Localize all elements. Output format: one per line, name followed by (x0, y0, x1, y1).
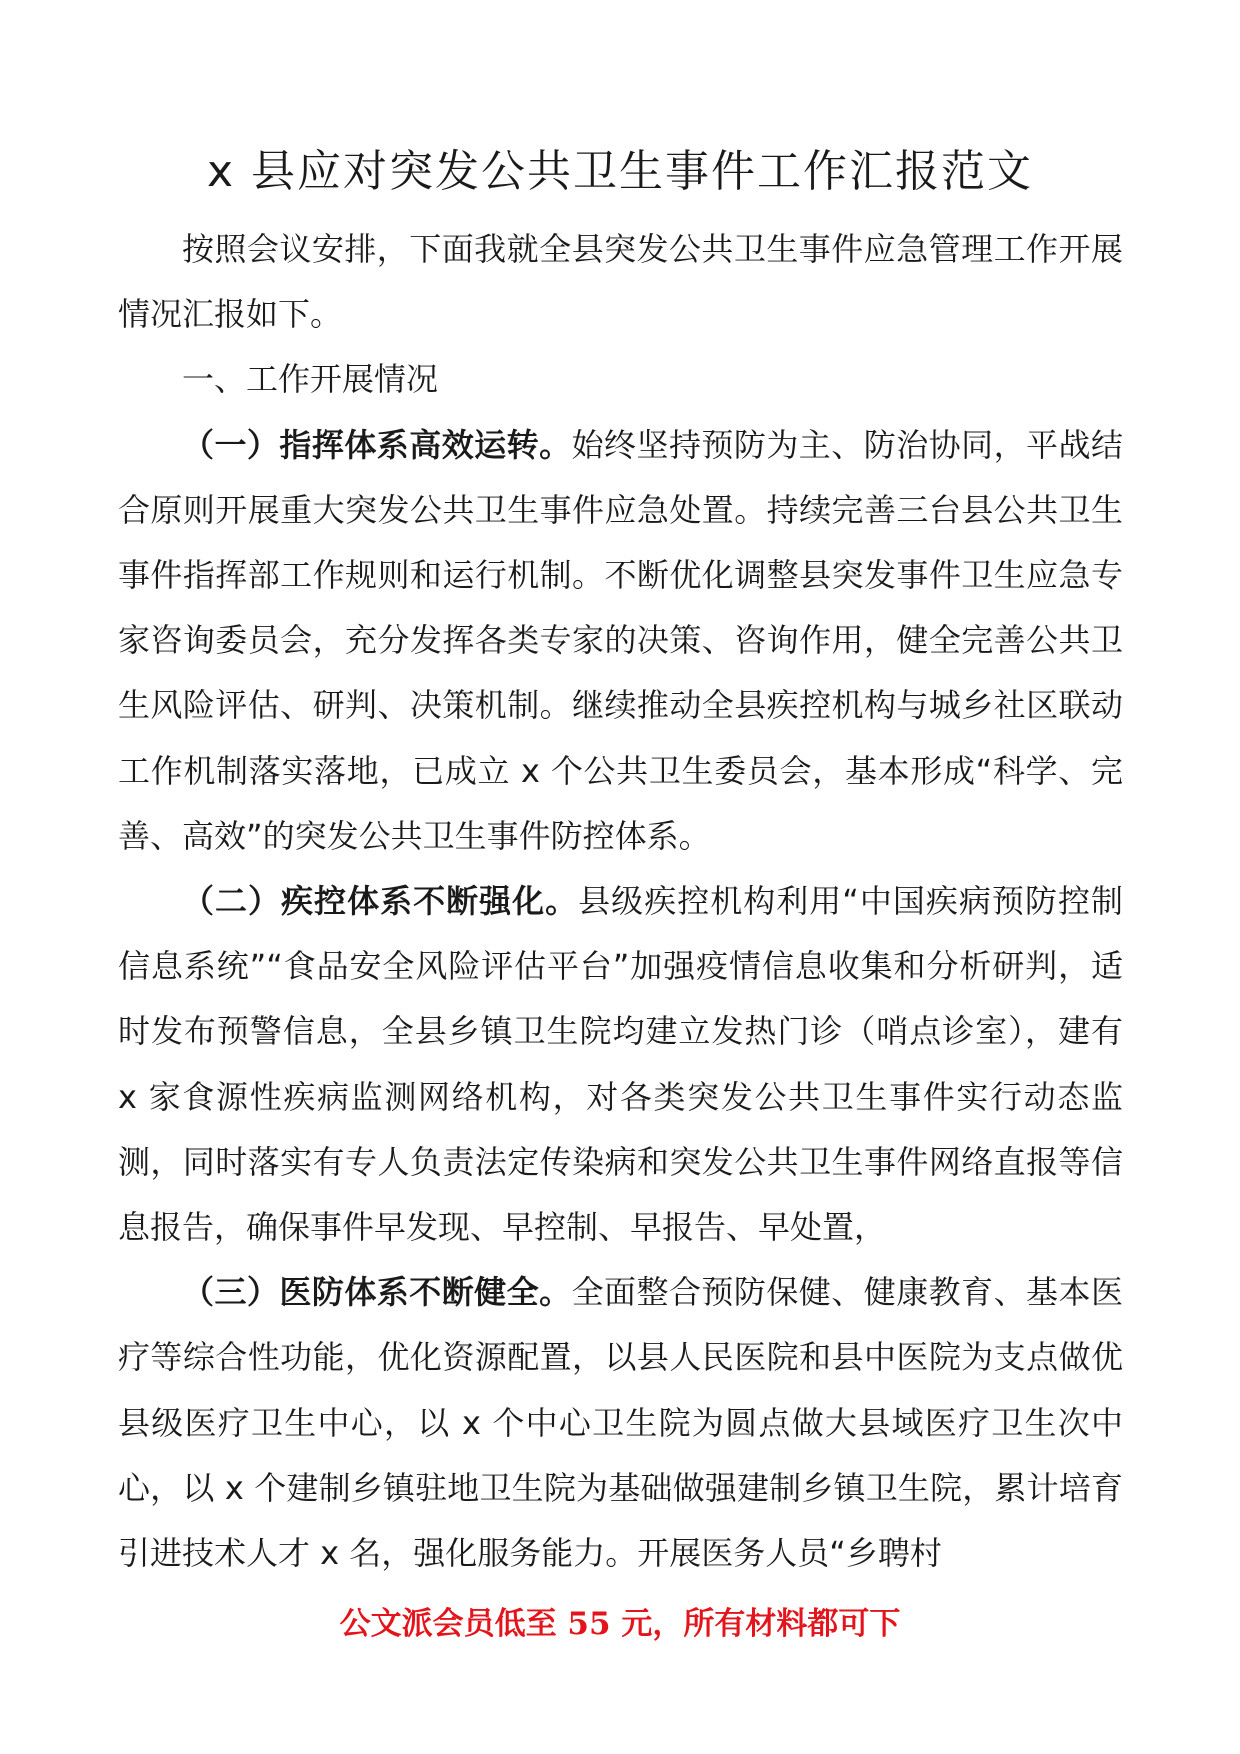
promo-footer: 公文派会员低至 55 元，所有材料都可下 (339, 1606, 901, 1642)
item-paragraph-2 (118, 869, 1123, 1260)
item-paragraph-1 (118, 413, 1123, 869)
intro-paragraph: 按照会议安排，下面我就全县突发公共卫生事件应急管理工作开展情况汇报如下。 (118, 230, 1123, 334)
document-title: x 县应对突发公共卫生事件工作汇报范文 (206, 146, 1034, 197)
item-heading-2: （二）疾控体系不断强化。 (182, 882, 579, 921)
section-heading: 一、工作开展情况 (182, 360, 439, 399)
item-heading-1: （一）指挥体系高效运转。 (182, 425, 572, 464)
item-text-3: 全面整合预防保健、健康教育、基本医疗等综合性功能，优化资源配置，以县人民医院和县中医院为支点做优县级医疗卫生中心，以 x 个中心卫生院为圆点做大县域医疗卫生次中心，以 x 个建制乡镇驻地卫生院为基础做强建制乡镇卫生院，累计培育引进技术人才 x 名，强化服务能力。开展医务人员“乡聘村 (118, 1273, 1123, 1573)
item-heading-3: （三）医防体系不断健全。 (182, 1273, 572, 1312)
item-paragraph-3 (118, 1260, 1123, 1586)
document-body (118, 217, 1123, 1586)
item-text-1: 始终坚持预防为主、防治协同，平战结合原则开展重大突发公共卫生事件应急处置。持续完善三台县公共卫生事件指挥部工作规则和运行机制。不断优化调整县突发事件卫生应急专家咨询委员会，充分发挥各类专家的决策、咨询作用，健全完善公共卫生风险评估、研判、决策机制。继续推动全县疾控机构与城乡社区联动工作机制落实落地，已成立 x 个公共卫生委员会，基本形成“科学、完善、高效”的突发公共卫生事件防控体系。 (118, 425, 1123, 855)
item-text-2: 县级疾控机构利用“中国疾病预防控制信息系统”“食品安全风险评估平台”加强疫情信息收集和分析研判，适时发布预警信息，全县乡镇卫生院均建立发热门诊（哨点诊室），建有 x 家食源性疾病监测网络机构，对各类突发公共卫生事件实行动态监测，同时落实有专人负责法定传染病和突发公共卫生事件网络直报等信息报告，确保事件早发现、早控制、早报告、早处置， (118, 882, 1123, 1247)
